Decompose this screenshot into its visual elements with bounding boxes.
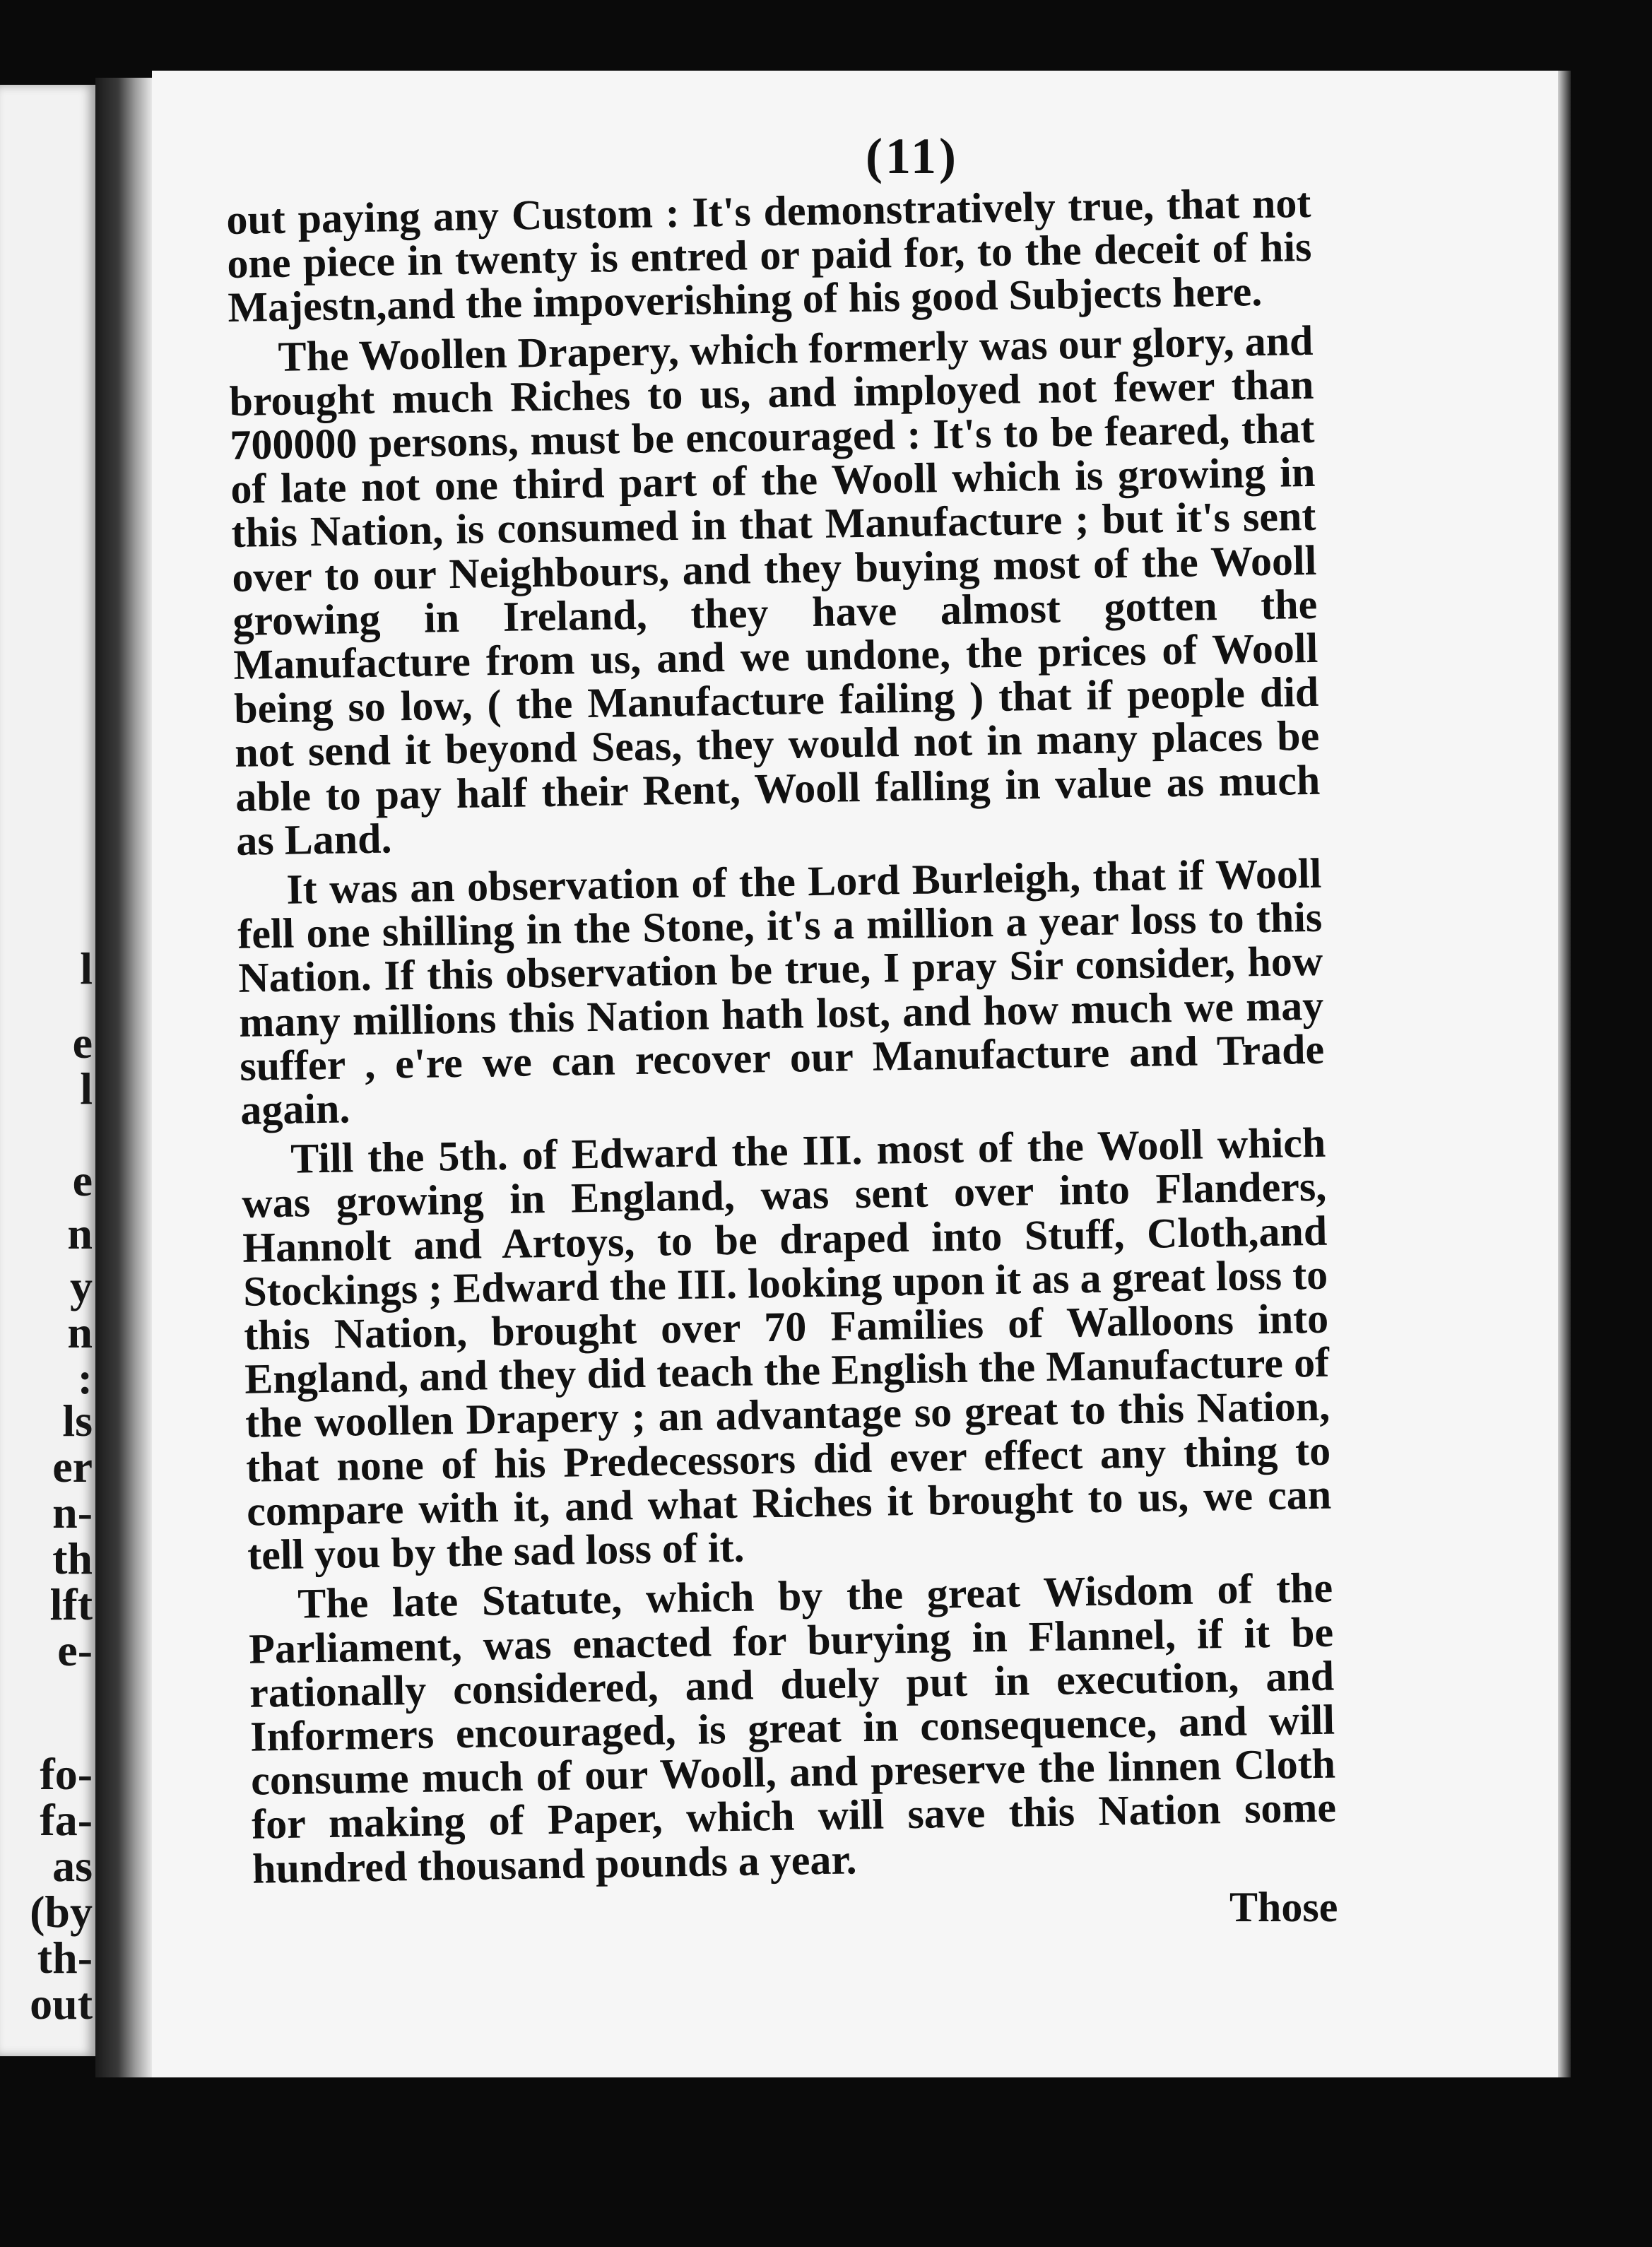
fragment-text: fa- [40, 1795, 93, 1845]
fragment-text: th [52, 1533, 93, 1583]
fragment-text: lft [49, 1579, 93, 1629]
fragment-text: e [72, 1155, 93, 1205]
fragment-text: th- [37, 1933, 93, 1983]
fragment-text: e- [57, 1625, 93, 1675]
fragment-text: (by [30, 1887, 93, 1937]
paragraph: It was an observation of the Lord Burleigh, that if Wooll fell one shilling in the Stone, it's a million a year loss to this Nation. If this observation be true, I pray Sir consider, how many millions this Nation hath lost, and how much we may suffer , e're we can recover our Manufacture and Trade again. [237, 849, 1325, 1133]
paragraph: Till the 5th. of Edward the III. most of the Wooll which was growing in England, was sent over into Flanders, Hannolt and Artoys, to be draped into Stuff, Cloth,and Stockings ; Edward the III. looking upon it as a great loss to this Nation, brought over 70 Families of Walloons into England, and they did teach the English the Manufacture of the woollen Drapery ; an advantage so great to this Nation, that none of his Predecessors did ever effect any thing to compare with it, and what Riches it brought to us, we can tell you by the sad loss of it. [241, 1119, 1332, 1579]
fragment-text: e [72, 1018, 93, 1068]
fragment-text: l [80, 943, 93, 993]
catchword: Those [1229, 1884, 1338, 1930]
paragraph: The late Statute, which by the great Wisdom of the Parliament, was enacted for burying in Flannel, if it be rationally considered, and duely put in execution, and Informers encouraged, is great in consequence, and will consume much of our Wooll, and preserve the linnen Cloth for making of Paper, which will save this Nation some hundred thousand pounds a year. [248, 1564, 1337, 1892]
facing-page-fragment [0, 85, 95, 2056]
fragment-text: out [30, 1978, 93, 2029]
binding-gutter [95, 78, 152, 2077]
page-edge [1558, 71, 1571, 2077]
page-body [226, 181, 1337, 1891]
fragment-text: fo- [40, 1749, 93, 1799]
fragment-text: n [67, 1307, 93, 1357]
fragment-text: y [70, 1261, 93, 1311]
paragraph: out paying any Custom : It's demonstratively true, that not one piece in twenty is entred or paid for, to the deceit of his Majestn,and the impoverishing of his good Subjects here. [225, 179, 1312, 331]
fragment-text: n [67, 1208, 93, 1258]
fragment-text: ls [62, 1396, 93, 1446]
page-number: (11) [866, 128, 959, 184]
book-page [152, 71, 1558, 2077]
fragment-text: : [77, 1353, 93, 1403]
fragment-text: as [52, 1841, 93, 1891]
fragment-text: n- [52, 1487, 93, 1538]
fragment-text: l [80, 1063, 93, 1114]
paragraph: The Woollen Drapery, which formerly was our glory, and brought much Riches to us, and imployed not fewer than 700000 persons, must be encouraged : It's to be feared, that of late not one third part of the Wooll which is growing in this Nation, is consumed in that Manufacture ; but it's sent over to our Neighbours, and they buying most of the Wooll growing in Ireland, they have almost gotten the Manufacture from us, and we undone, the prices of Wooll being so low, ( the Manufacture failing ) that if people did not send it beyond Seas, they would not in many places be able to pay half their Rent, Wooll falling in value as much as Land. [229, 317, 1321, 864]
fragment-text: er [52, 1441, 93, 1492]
